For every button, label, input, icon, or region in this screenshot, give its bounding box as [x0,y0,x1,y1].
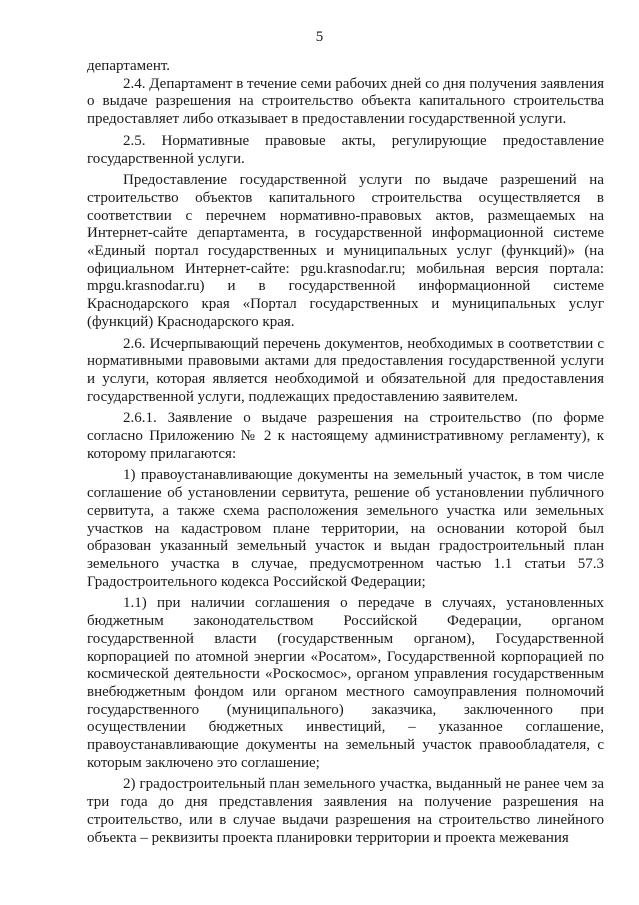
page-number: 5 [315,29,324,45]
paragraph-2-6-1: 2.6.1. Заявление о выдаче разрешения на строительство (по форме согласно Приложению № 2 к настоящему административному регламенту), к которому прилагаются: [87,410,604,462]
paragraph-continuation: департамент. [87,58,171,74]
document-body [87,58,604,847]
list-item-1: 1) правоустанавливающие документы на земельный участок, в том числе соглашение об установлении сервитута, решение об установлении публичного сервитута, а также схема расположения земельного участка или земельных участков на кадастровом плане территории, на основании которой был образован указанный земельный участок и выдан градостроительный план земельного участка в случае, предусмотренном частью 1.1 статьи 57.3 Градостроительного кодекса Российской Федерации; [87,467,604,590]
paragraph-2-6: 2.6. Исчерпывающий перечень документов, необходимых в соответствии с нормативными правовыми актами для предоставления государственной услуги и услуги, которая является необходимой и обязательной для предоставления государственной услуги, подлежащих предоставлению заявителем. [87,335,604,405]
list-item-1-1: 1.1) при наличии соглашения о передаче в случаях, установленных бюджетным законодательством Российской Федерации, органом государственной власти (государственным органом), Государственной корпорацией по атомной энергии «Росатом», Государственной корпорацией по космической деятельности «Роскосмос», органом управления государственным внебюджетным фондом или органом местного самоуправления полномочий государственного (муниципального) заказчика, заключенного при осуществлении бюджетных инвестиций, – указанное соглашение, правоустанавливающие документы на земельный участок правообладателя, с которым заключено это соглашение; [87,595,604,771]
paragraph-2-5-body: Предоставление государственной услуги по выдаче разрешений на строительство объектов капитального строительства осуществляется в соответствии с перечнем нормативно-правовых актов, размещаемых на Интернет-сайте департамента, в государственной информационной системе «Единый портал государственных и муниципальных услуг (функций)» (на официальном Интернет-сайте: pgu.krasnodar.ru; мобильная версия портала: mpgu.krasnodar.ru) и в государственной информационной системе Краснодарского края «Портал государственных и муниципальных услуг (функций) Краснодарского края. [87,172,604,330]
paragraph-2-5: 2.5. Нормативные правовые акты, регулирующие предоставление государственной услуги. [87,132,604,167]
paragraph-2-4: 2.4. Департамент в течение семи рабочих дней со дня получения заявления о выдаче разрешения на строительство объекта капитального строительства предоставляет либо отказывает в предоставлении государственной услуги. [87,75,605,128]
list-item-2: 2) градостроительный план земельного участка, выданный не ранее чем за три года до дня представления заявления на получение разрешения на строительство, или в случае выдачи разрешения на строительство линейного объекта – реквизиты проекта планировки территории и проекта межевания [87,776,604,846]
